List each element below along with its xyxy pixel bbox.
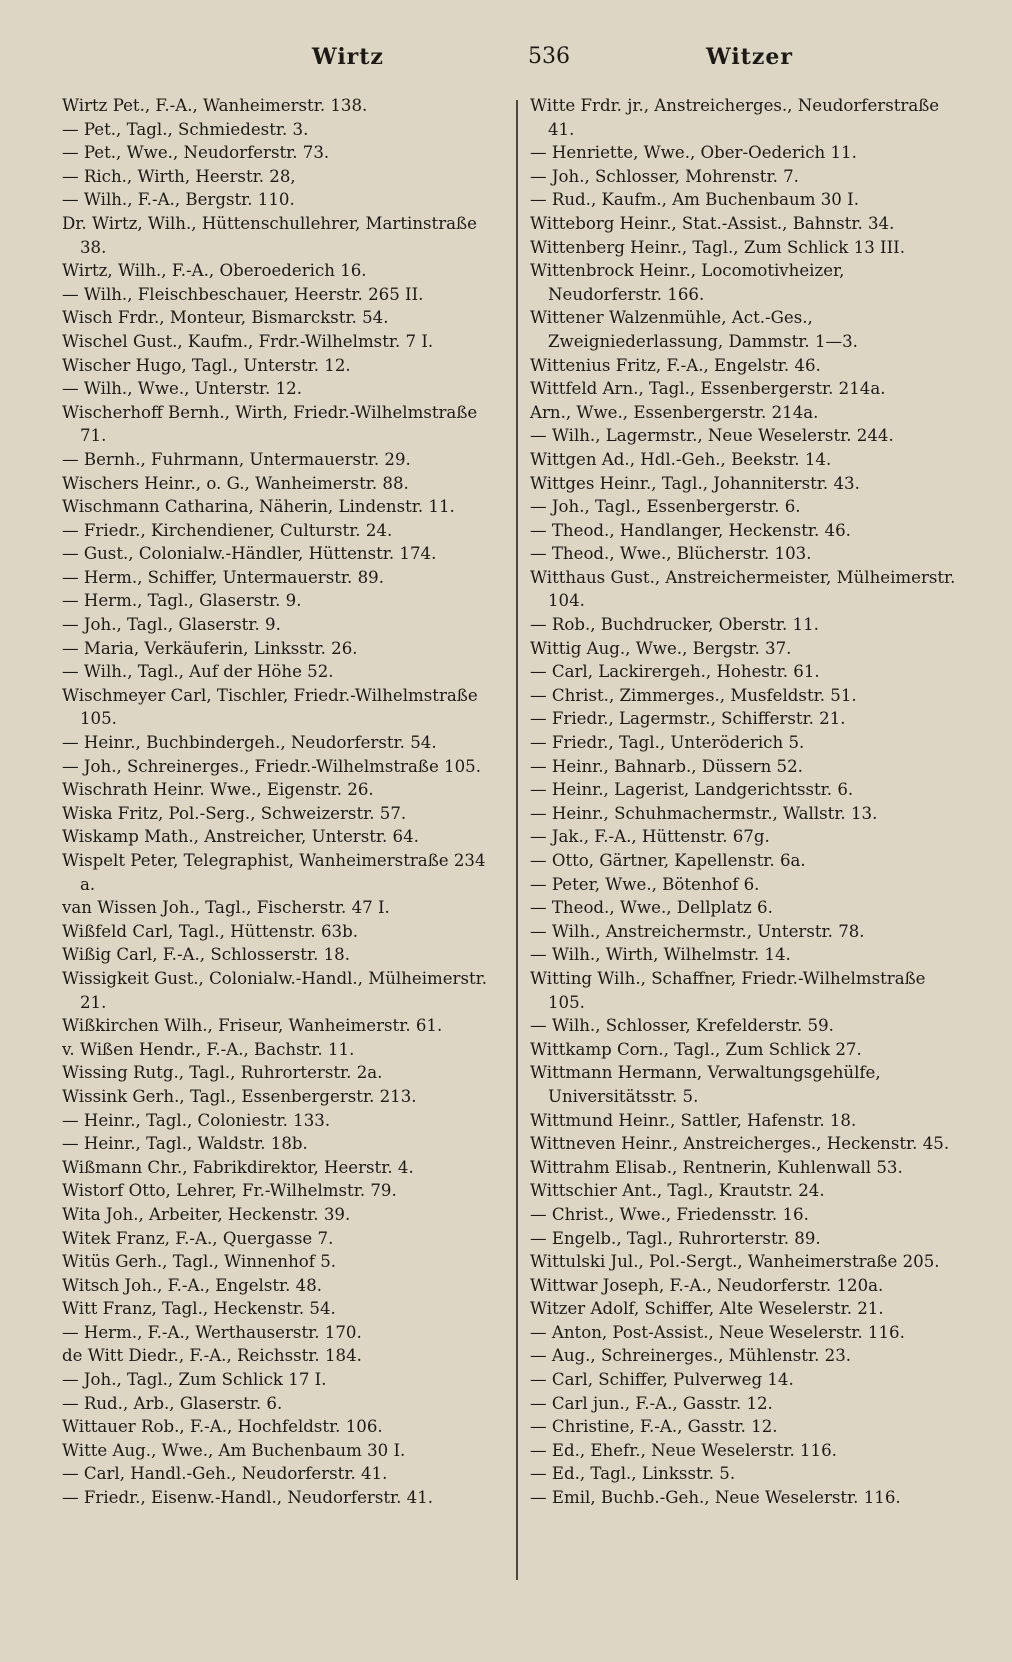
directory-entry: Wispelt Peter, Telegraphist, Wanheimerstraße 234 a.	[62, 851, 486, 894]
directory-entry: — Heinr., Tagl., Waldstr. 18b.	[62, 1134, 308, 1154]
directory-entry: — Theod., Handlanger, Heckenstr. 46.	[530, 520, 851, 540]
directory-entry: — Emil, Buchb.-Geh., Neue Weselerstr. 116.	[530, 1488, 901, 1508]
directory-entry: — Heinr., Tagl., Coloniestr. 133.	[62, 1110, 331, 1130]
directory-entry: — Bernh., Fuhrmann, Untermauerstr. 29.	[62, 449, 411, 469]
directory-entry: — Gust., Colonialw.-Händler, Hüttenstr. 174.	[62, 544, 437, 564]
directory-entry: — Joh., Tagl., Essenbergerstr. 6.	[530, 497, 801, 517]
directory-entry: — Wilh., F.-A., Bergstr. 110.	[62, 190, 295, 210]
page-header	[0, 44, 1012, 80]
directory-entry: Wittgen Ad., Hdl.-Geh., Beekstr. 14.	[530, 449, 832, 469]
directory-entry: — Friedr., Lagermstr., Schifferstr. 21.	[530, 709, 846, 729]
directory-entry: — Herm., Schiffer, Untermauerstr. 89.	[62, 567, 384, 587]
directory-entry: — Christine, F.-A., Gasstr. 12.	[530, 1417, 778, 1437]
directory-entry: Wittmund Heinr., Sattler, Hafenstr. 18.	[530, 1110, 857, 1130]
directory-entry: Wittschier Ant., Tagl., Krautstr. 24.	[530, 1181, 825, 1201]
directory-entry: Dr. Wirtz, Wilh., Hüttenschullehrer, Martinstraße 38.	[62, 213, 477, 257]
directory-entry: Witte Frdr. jr., Anstreicherges., Neudorferstraße 41.	[530, 96, 940, 139]
directory-entry: — Friedr., Tagl., Unteröderich 5.	[530, 733, 805, 753]
right-column	[530, 94, 962, 1510]
directory-entry: — Rud., Arb., Glaserstr. 6.	[62, 1393, 283, 1413]
directory-entry: — Joh., Tagl., Glaserstr. 9.	[62, 615, 281, 635]
directory-entry: — Wilh., Tagl., Auf der Höhe 52.	[62, 662, 334, 682]
directory-entry: — Rich., Wirth, Heerstr. 28,	[62, 166, 296, 186]
directory-entry: Wittenbrock Heinr., Locomotivheizer, Neudorferstr. 166.	[530, 261, 845, 304]
directory-entry: — Carl jun., F.-A., Gasstr. 12.	[530, 1393, 773, 1413]
page-number: 536	[528, 44, 570, 69]
directory-entry: Wirtz Pet., F.-A., Wanheimerstr. 138.	[62, 96, 368, 115]
directory-entry: Wißmann Chr., Fabrikdirektor, Heerstr. 4.	[62, 1157, 414, 1177]
directory-entry: Wittenberg Heinr., Tagl., Zum Schlick 13 III.	[530, 237, 905, 257]
directory-entry: Witzer Adolf, Schiffer, Alte Weselerstr. 21.	[530, 1299, 884, 1319]
directory-entry: — Wilh., Wwe., Unterstr. 12.	[62, 379, 302, 399]
directory-entry: de Witt Diedr., F.-A., Reichsstr. 184.	[62, 1346, 362, 1366]
directory-entry: Wittneven Heinr., Anstreicherges., Heckenstr. 45.	[530, 1134, 950, 1154]
directory-entry: Wissigkeit Gust., Colonialw.-Handl., Mülheimerstr. 21.	[62, 968, 488, 1012]
directory-entry: Wittig Aug., Wwe., Bergstr. 37.	[530, 638, 792, 658]
directory-entry: — Ed., Ehefr., Neue Weselerstr. 116.	[530, 1440, 837, 1460]
directory-entry: — Henriette, Wwe., Ober-Oederich 11.	[530, 143, 857, 163]
directory-entry: v. Wißen Hendr., F.-A., Bachstr. 11.	[62, 1039, 355, 1059]
directory-entry: Wißig Carl, F.-A., Schlosserstr. 18.	[62, 945, 351, 965]
directory-entry: — Rob., Buchdrucker, Oberstr. 11.	[530, 615, 819, 635]
directory-entry: — Joh., Tagl., Zum Schlick 17 I.	[62, 1370, 327, 1390]
directory-entry: Wittauer Rob., F.-A., Hochfeldstr. 106.	[62, 1417, 383, 1437]
directory-entry: Witt Franz, Tagl., Heckenstr. 54.	[62, 1299, 336, 1319]
directory-entry: Wischmeyer Carl, Tischler, Friedr.-Wilhelmstraße 105.	[62, 685, 478, 729]
directory-entry: — Pet., Wwe., Neudorferstr. 73.	[62, 143, 330, 163]
directory-entry: — Otto, Gärtner, Kapellenstr. 6a.	[530, 851, 806, 870]
directory-entry: Wirtz, Wilh., F.-A., Oberoederich 16.	[62, 261, 367, 281]
directory-entry: Wittfeld Arn., Tagl., Essenbergerstr. 214a.	[530, 379, 886, 399]
directory-entry: Wissink Gerh., Tagl., Essenbergerstr. 213.	[62, 1086, 417, 1106]
directory-entry: Wittenius Fritz, F.-A., Engelstr. 46.	[530, 355, 821, 375]
directory-entry: — Christ., Wwe., Friedensstr. 16.	[530, 1204, 809, 1224]
directory-entry: — Theod., Wwe., Dellplatz 6.	[530, 898, 773, 918]
directory-entry: Witsch Joh., F.-A., Engelstr. 48.	[62, 1275, 323, 1295]
directory-entry: — Heinr., Lagerist, Landgerichtsstr. 6.	[530, 780, 854, 800]
directory-entry: Wittrahm Elisab., Rentnerin, Kuhlenwall 53.	[530, 1157, 903, 1177]
directory-entry: Wittener Walzenmühle, Act.-Ges., Zweigniederlassung, Dammstr. 1—3.	[530, 308, 858, 351]
directory-entry: Witüs Gerh., Tagl., Winnenhof 5.	[62, 1252, 337, 1272]
directory-entry: — Herm., F.-A., Werthauserstr. 170.	[62, 1322, 362, 1342]
header-right-keyword: Witzer	[706, 44, 793, 70]
directory-entry: Wita Joh., Arbeiter, Heckenstr. 39.	[62, 1204, 351, 1224]
directory-entry: — Jak., F.-A., Hüttenstr. 67g.	[530, 827, 770, 847]
directory-entry: Wistorf Otto, Lehrer, Fr.-Wilhelmstr. 79.	[62, 1181, 397, 1201]
directory-entry: — Ed., Tagl., Linksstr. 5.	[530, 1464, 736, 1484]
directory-entry: Witte Aug., Wwe., Am Buchenbaum 30 I.	[62, 1440, 406, 1460]
header-left-keyword: Wirtz	[312, 44, 384, 70]
directory-entry: — Anton, Post-Assist., Neue Weselerstr. 116.	[530, 1322, 905, 1342]
directory-entry: Wittmann Hermann, Verwaltungsgehülfe, Universitätsstr. 5.	[530, 1063, 881, 1106]
directory-entry: Witthaus Gust., Anstreichermeister, Mülheimerstr. 104.	[530, 567, 956, 611]
directory-entry: — Engelb., Tagl., Ruhrorterstr. 89.	[530, 1228, 821, 1248]
directory-entry: — Wilh., Wirth, Wilhelmstr. 14.	[530, 945, 791, 965]
directory-entry: — Wilh., Lagermstr., Neue Weselerstr. 244.	[530, 426, 894, 446]
directory-entry: — Friedr., Eisenw.-Handl., Neudorferstr. 41.	[62, 1488, 434, 1508]
directory-entry: van Wissen Joh., Tagl., Fischerstr. 47 I.	[62, 898, 390, 918]
directory-entry: — Heinr., Buchbindergeh., Neudorferstr. 54.	[62, 733, 437, 753]
directory-entry: Wittkamp Corn., Tagl., Zum Schlick 27.	[530, 1039, 862, 1059]
directory-entry: — Joh., Schlosser, Mohrenstr. 7.	[530, 166, 799, 186]
directory-entry: — Maria, Verkäuferin, Linksstr. 26.	[62, 638, 358, 658]
directory-entry: — Carl, Schiffer, Pulverweg 14.	[530, 1370, 794, 1390]
directory-entry: Wischrath Heinr. Wwe., Eigenstr. 26.	[62, 780, 374, 800]
directory-entry: — Christ., Zimmerges., Musfeldstr. 51.	[530, 685, 857, 705]
directory-entry: — Heinr., Schuhmachermstr., Wallstr. 13.	[530, 803, 878, 823]
directory-entry: Wisch Frdr., Monteur, Bismarckstr. 54.	[62, 308, 389, 328]
directory-entry: — Herm., Tagl., Glaserstr. 9.	[62, 591, 302, 611]
directory-entry: — Theod., Wwe., Blücherstr. 103.	[530, 544, 812, 564]
directory-entry: — Wilh., Schlosser, Krefelderstr. 59.	[530, 1016, 834, 1036]
directory-entry: — Aug., Schreinerges., Mühlenstr. 23.	[530, 1346, 852, 1366]
directory-entry: Wischmann Catharina, Näherin, Lindenstr. 11.	[62, 497, 455, 517]
column-divider	[516, 100, 518, 1580]
directory-entry: Wischerhoff Bernh., Wirth, Friedr.-Wilhelmstraße 71.	[62, 402, 478, 446]
directory-entry: — Pet., Tagl., Schmiedestr. 3.	[62, 119, 309, 139]
directory-entry: Wittwar Joseph, F.-A., Neudorferstr. 120a.	[530, 1275, 884, 1295]
directory-entry: Wischers Heinr., o. G., Wanheimerstr. 88.	[62, 473, 409, 493]
directory-entry: Wiskamp Math., Anstreicher, Unterstr. 64.	[62, 827, 419, 847]
directory-entry: — Heinr., Bahnarb., Düssern 52.	[530, 756, 803, 776]
directory-entry: Arn., Wwe., Essenbergerstr. 214a.	[530, 402, 819, 422]
directory-entry: Witting Wilh., Schaffner, Friedr.-Wilhelmstraße 105.	[530, 968, 926, 1012]
directory-entry: Wischer Hugo, Tagl., Unterstr. 12.	[62, 355, 351, 375]
directory-entry: Wißkirchen Wilh., Friseur, Wanheimerstr. 61.	[62, 1016, 443, 1036]
directory-entry: — Rud., Kaufm., Am Buchenbaum 30 I.	[530, 190, 859, 210]
directory-entry: Wittges Heinr., Tagl., Johanniterstr. 43.	[530, 473, 860, 493]
directory-entry: Wiska Fritz, Pol.-Serg., Schweizerstr. 57.	[62, 803, 407, 823]
directory-entry: — Joh., Schreinerges., Friedr.-Wilhelmstraße 105.	[62, 756, 481, 776]
directory-entry: — Wilh., Fleischbeschauer, Heerstr. 265 II.	[62, 284, 424, 304]
directory-entry: Wischel Gust., Kaufm., Frdr.-Wilhelmstr. 7 I.	[62, 331, 434, 351]
directory-entry: Witteborg Heinr., Stat.-Assist., Bahnstr. 34.	[530, 213, 895, 233]
directory-entry: — Friedr., Kirchendiener, Culturstr. 24.	[62, 520, 393, 540]
directory-entry: Witek Franz, F.-A., Quergasse 7.	[62, 1228, 334, 1248]
directory-entry: — Peter, Wwe., Bötenhof 6.	[530, 874, 760, 894]
directory-entry: — Wilh., Anstreichermstr., Unterstr. 78.	[530, 921, 865, 941]
directory-entry: — Carl, Handl.-Geh., Neudorferstr. 41.	[62, 1464, 388, 1484]
directory-entry: Wißfeld Carl, Tagl., Hüttenstr. 63b.	[62, 921, 358, 941]
directory-entry: — Carl, Lackirergeh., Hohestr. 61.	[530, 662, 820, 682]
directory-entry: Wittulski Jul., Pol.-Sergt., Wanheimerstraße 205.	[530, 1252, 940, 1272]
left-column	[62, 94, 499, 1510]
directory-entry: Wissing Rutg., Tagl., Ruhrorterstr. 2a.	[62, 1063, 383, 1083]
